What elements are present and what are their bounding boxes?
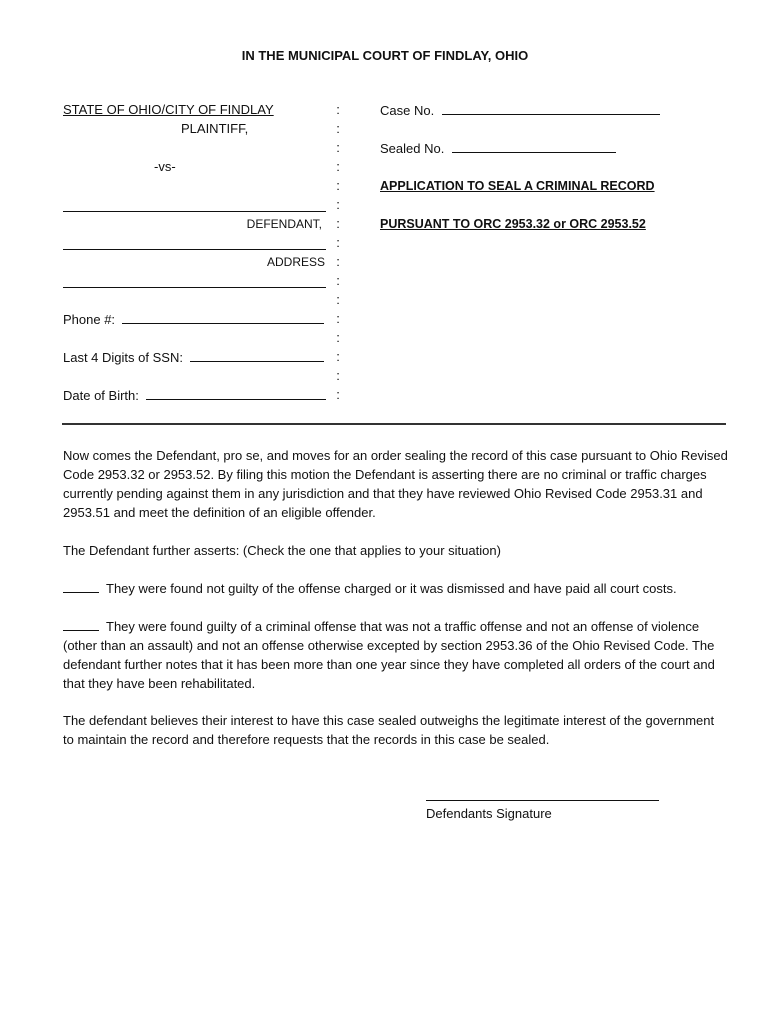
application-heading-line2: PURSUANT TO ORC 2953.32 or ORC 2953.52 xyxy=(380,217,646,231)
caption-colon: : xyxy=(336,273,340,288)
asserts-paragraph: The Defendant further asserts: (Check the one that applies to your situation) xyxy=(63,543,501,558)
caption-colon: : xyxy=(336,178,340,193)
dob-input-line[interactable] xyxy=(146,387,326,400)
address-label: ADDRESS xyxy=(266,255,325,269)
defendant-name-line[interactable] xyxy=(63,211,326,212)
caption-colon: : xyxy=(336,311,340,326)
caption-colon: : xyxy=(336,330,340,345)
phone-field xyxy=(63,311,324,328)
caption-colon: : xyxy=(336,368,340,383)
case-number-label: Case No. xyxy=(380,103,435,118)
caption-colon: : xyxy=(336,349,340,364)
address-line-2[interactable] xyxy=(63,287,326,288)
sealed-number-label: Sealed No. xyxy=(380,141,445,156)
plaintiff-name: STATE OF OHIO/CITY OF FINDLAY xyxy=(63,102,274,117)
caption-colon: : xyxy=(336,159,340,174)
phone-label: Phone #: xyxy=(63,312,116,327)
ssn-field xyxy=(63,349,324,366)
application-heading-line1: APPLICATION TO SEAL A CRIMINAL RECORD xyxy=(380,179,655,193)
defendant-label: DEFENDANT, xyxy=(246,217,322,231)
option-not-guilty-text: They were found not guilty of the offense charged or it was dismissed and have paid all court costs. xyxy=(106,581,677,596)
caption-colon: : xyxy=(336,387,340,402)
phone-input-line[interactable] xyxy=(122,311,324,324)
plaintiff-label: PLAINTIFF, xyxy=(181,121,249,136)
court-title: IN THE MUNICIPAL COURT OF FINDLAY, OHIO xyxy=(241,48,529,63)
address-line-1[interactable] xyxy=(63,249,326,250)
option-not-guilty-checkbox-line[interactable] xyxy=(63,580,99,593)
option-guilty-text: They were found guilty of a criminal offense that was not a traffic offense and not an offense of violence (other than an assault) and not an offense otherwise excepted by section 2953.36 of the Ohio Revised Code. The defendant further notes that it has been more than one year since they have completed all orders of the court and that they have been rehabilitated. xyxy=(63,619,715,691)
option-guilty xyxy=(63,617,728,693)
dob-label: Date of Birth: xyxy=(63,388,139,403)
section-divider xyxy=(62,423,726,425)
option-not-guilty xyxy=(63,579,728,598)
case-number-input-line[interactable] xyxy=(442,102,660,115)
closing-paragraph: The defendant believes their interest to have this case sealed outweighs the legitimate interest of the government to maintain the record and therefore requests that the records in this case be sealed. xyxy=(63,713,715,747)
ssn-input-line[interactable] xyxy=(190,349,324,362)
sealed-number-input-line[interactable] xyxy=(452,140,616,153)
caption-colon: : xyxy=(336,292,340,307)
caption-colon: : xyxy=(336,102,340,117)
signature-line[interactable] xyxy=(426,800,659,801)
dob-field xyxy=(63,387,326,404)
caption-colon: : xyxy=(336,121,340,136)
caption-colon: : xyxy=(336,235,340,250)
ssn-label: Last 4 Digits of SSN: xyxy=(63,350,183,365)
caption-colon: : xyxy=(336,254,340,269)
option-guilty-checkbox-line[interactable] xyxy=(63,618,99,631)
caption-colon: : xyxy=(336,140,340,155)
signature-label: Defendants Signature xyxy=(426,806,552,821)
intro-paragraph: Now comes the Defendant, pro se, and moves for an order sealing the record of this case pursuant to Ohio Revised Code 2953.32 or 2953.52. By filing this motion the Defendant is asserting there are no criminal or traffic charges currently pending against them in any jurisdiction and that they have reviewed Ohio Revised Code 2953.31 and 2953.51 and meet the definition of an eligible offender. xyxy=(63,448,728,520)
sealed-number-field xyxy=(380,140,616,157)
case-number-field xyxy=(380,102,660,119)
caption-colon: : xyxy=(336,197,340,212)
caption-colon: : xyxy=(336,216,340,231)
versus-label: -vs- xyxy=(154,159,176,174)
